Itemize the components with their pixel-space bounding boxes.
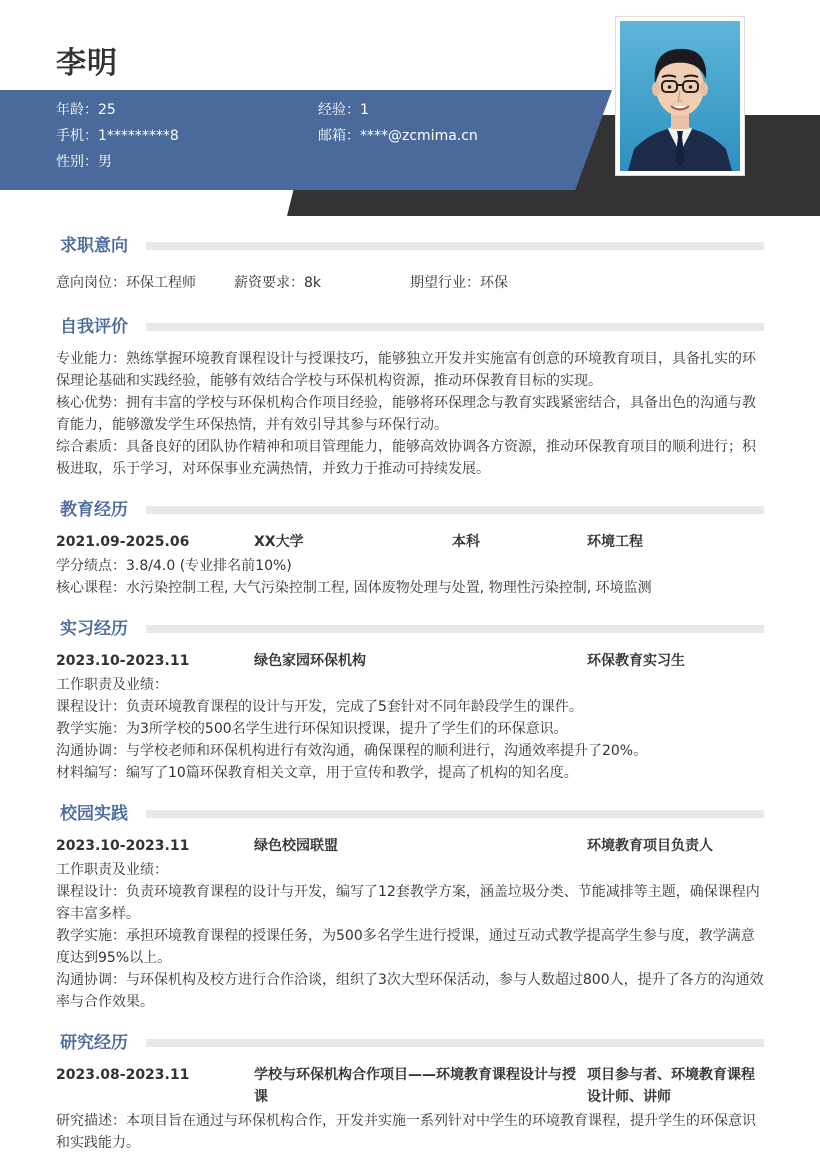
section-divider (146, 323, 764, 331)
section-divider (146, 625, 764, 633)
self-eval-line: 综合素质：具备良好的团队协作精神和项目管理能力，能够高效协调各方资源，推动环保教育项目的顺利进行；积 (56, 439, 756, 455)
section-job-intent (56, 234, 764, 258)
section-title: 研究经历 (60, 1033, 128, 1053)
age-info: 年龄：25 (56, 102, 116, 118)
education-date: 2021.09-2025.06 (56, 534, 190, 550)
campus-line: 度达到95%以上。 (56, 950, 172, 966)
self-eval-line: 极进取，乐于学习，对环保事业充满热情，并致力于推动可持续发展。 (56, 461, 490, 477)
campus-date: 2023.10-2023.11 (56, 838, 190, 854)
degree: 本科 (452, 534, 480, 550)
intended-position: 意向岗位：环保工程师 (56, 275, 196, 291)
gender-info: 性别：男 (56, 154, 112, 170)
section-title: 自我评价 (60, 317, 128, 337)
self-eval-line: 保理论基础和实践经验，能够有效结合学校与环保机构资源，推动环保教育目标的实现。 (56, 373, 602, 389)
internship-date: 2023.10-2023.11 (56, 653, 190, 669)
section-divider (146, 242, 764, 250)
section-title: 校园实践 (60, 804, 128, 824)
school-name: XX大学 (254, 534, 304, 550)
section-education (56, 498, 764, 522)
section-divider (146, 810, 764, 818)
internship-line: 课程设计：负责环境教育课程的设计与开发，完成了5套针对不同年龄段学生的课件。 (56, 699, 583, 715)
profile-photo (616, 17, 744, 175)
internship-line: 教学实施：为3所学校的500名学生进行环保知识授课，提升了学生们的环保意识。 (56, 721, 568, 737)
experience-info: 经验：1 (318, 102, 369, 118)
phone-info: 手机：1*********8 (56, 128, 179, 144)
research-header-row (56, 1064, 764, 1108)
section-divider (146, 1039, 764, 1047)
self-eval-line: 核心优势：拥有丰富的学校与环保机构合作项目经验，能够将环保理念与教育实践紧密结合，具备出色的沟通与教 (56, 395, 756, 411)
section-research (56, 1031, 764, 1055)
internship-org: 绿色家园环保机构 (254, 653, 366, 669)
education-line: 学分绩点：3.8/4.0 (专业排名前10%) (56, 558, 292, 574)
expected-industry: 期望行业：环保 (410, 275, 508, 291)
candidate-name: 李明 (56, 46, 118, 81)
campus-line: 课程设计：负责环境教育课程的设计与开发，编写了12套教学方案，涵盖垃圾分类、节能减排等主题，确保课程内 (56, 884, 760, 900)
research-line: 和实践能力。 (56, 1135, 140, 1151)
section-internship (56, 617, 764, 641)
research-role-line: 设计师、讲师 (587, 1089, 671, 1105)
research-project-line: 课 (254, 1089, 268, 1105)
section-self-evaluation (56, 315, 764, 339)
education-line: 核心课程：水污染控制工程, 大气污染控制工程, 固体废物处理与处置, 物理性污染控制, 环境监测 (56, 580, 652, 596)
section-campus-practice (56, 802, 764, 826)
research-date: 2023.08-2023.11 (56, 1067, 190, 1083)
internship-line: 材料编写：编写了10篇环保教育相关文章，用于宣传和教学，提高了机构的知名度。 (56, 765, 578, 781)
self-eval-line: 育能力，能够激发学生环保热情，并有效引导其参与环保行动。 (56, 417, 448, 433)
major: 环境工程 (587, 534, 643, 550)
internship-role: 环保教育实习生 (587, 653, 685, 669)
salary-expectation: 薪资要求：8k (234, 275, 322, 291)
campus-org: 绿色校园联盟 (254, 838, 338, 854)
email-info: 邮箱：****@zcmima.cn (318, 128, 478, 144)
campus-line: 工作职责及业绩： (56, 862, 168, 878)
research-role-line: 项目参与者、环境教育课程 (587, 1067, 755, 1083)
campus-line: 教学实施：承担环境教育课程的授课任务，为500多名学生进行授课，通过互动式教学提高学生参与度，教学满意 (56, 928, 755, 944)
self-eval-line: 专业能力：熟练掌握环境教育课程设计与授课技巧，能够独立开发并实施富有创意的环境教育项目，具备扎实的环 (56, 351, 756, 367)
section-divider (146, 506, 764, 514)
research-line: 研究描述：本项目旨在通过与环保机构合作，开发并实施一系列针对中学生的环境教育课程，提升学生的环保意识 (56, 1113, 756, 1129)
section-title: 实习经历 (60, 619, 128, 639)
campus-line: 沟通协调：与环保机构及校方进行合作洽谈，组织了3次大型环保活动，参与人数超过800人，提升了各方的沟通效 (56, 972, 764, 988)
internship-line: 工作职责及业绩： (56, 677, 168, 693)
section-title: 求职意向 (60, 236, 128, 256)
campus-line: 容丰富多样。 (56, 906, 140, 922)
section-title: 教育经历 (60, 500, 128, 520)
research-project-line: 学校与环保机构合作项目——环境教育课程设计与授 (254, 1067, 576, 1083)
avatar-portrait (620, 21, 740, 171)
campus-line: 率与合作效果。 (56, 994, 154, 1010)
internship-line: 沟通协调：与学校老师和环保机构进行有效沟通，确保课程的顺利进行，沟通效率提升了20%。 (56, 743, 648, 759)
campus-role: 环境教育项目负责人 (587, 838, 713, 854)
